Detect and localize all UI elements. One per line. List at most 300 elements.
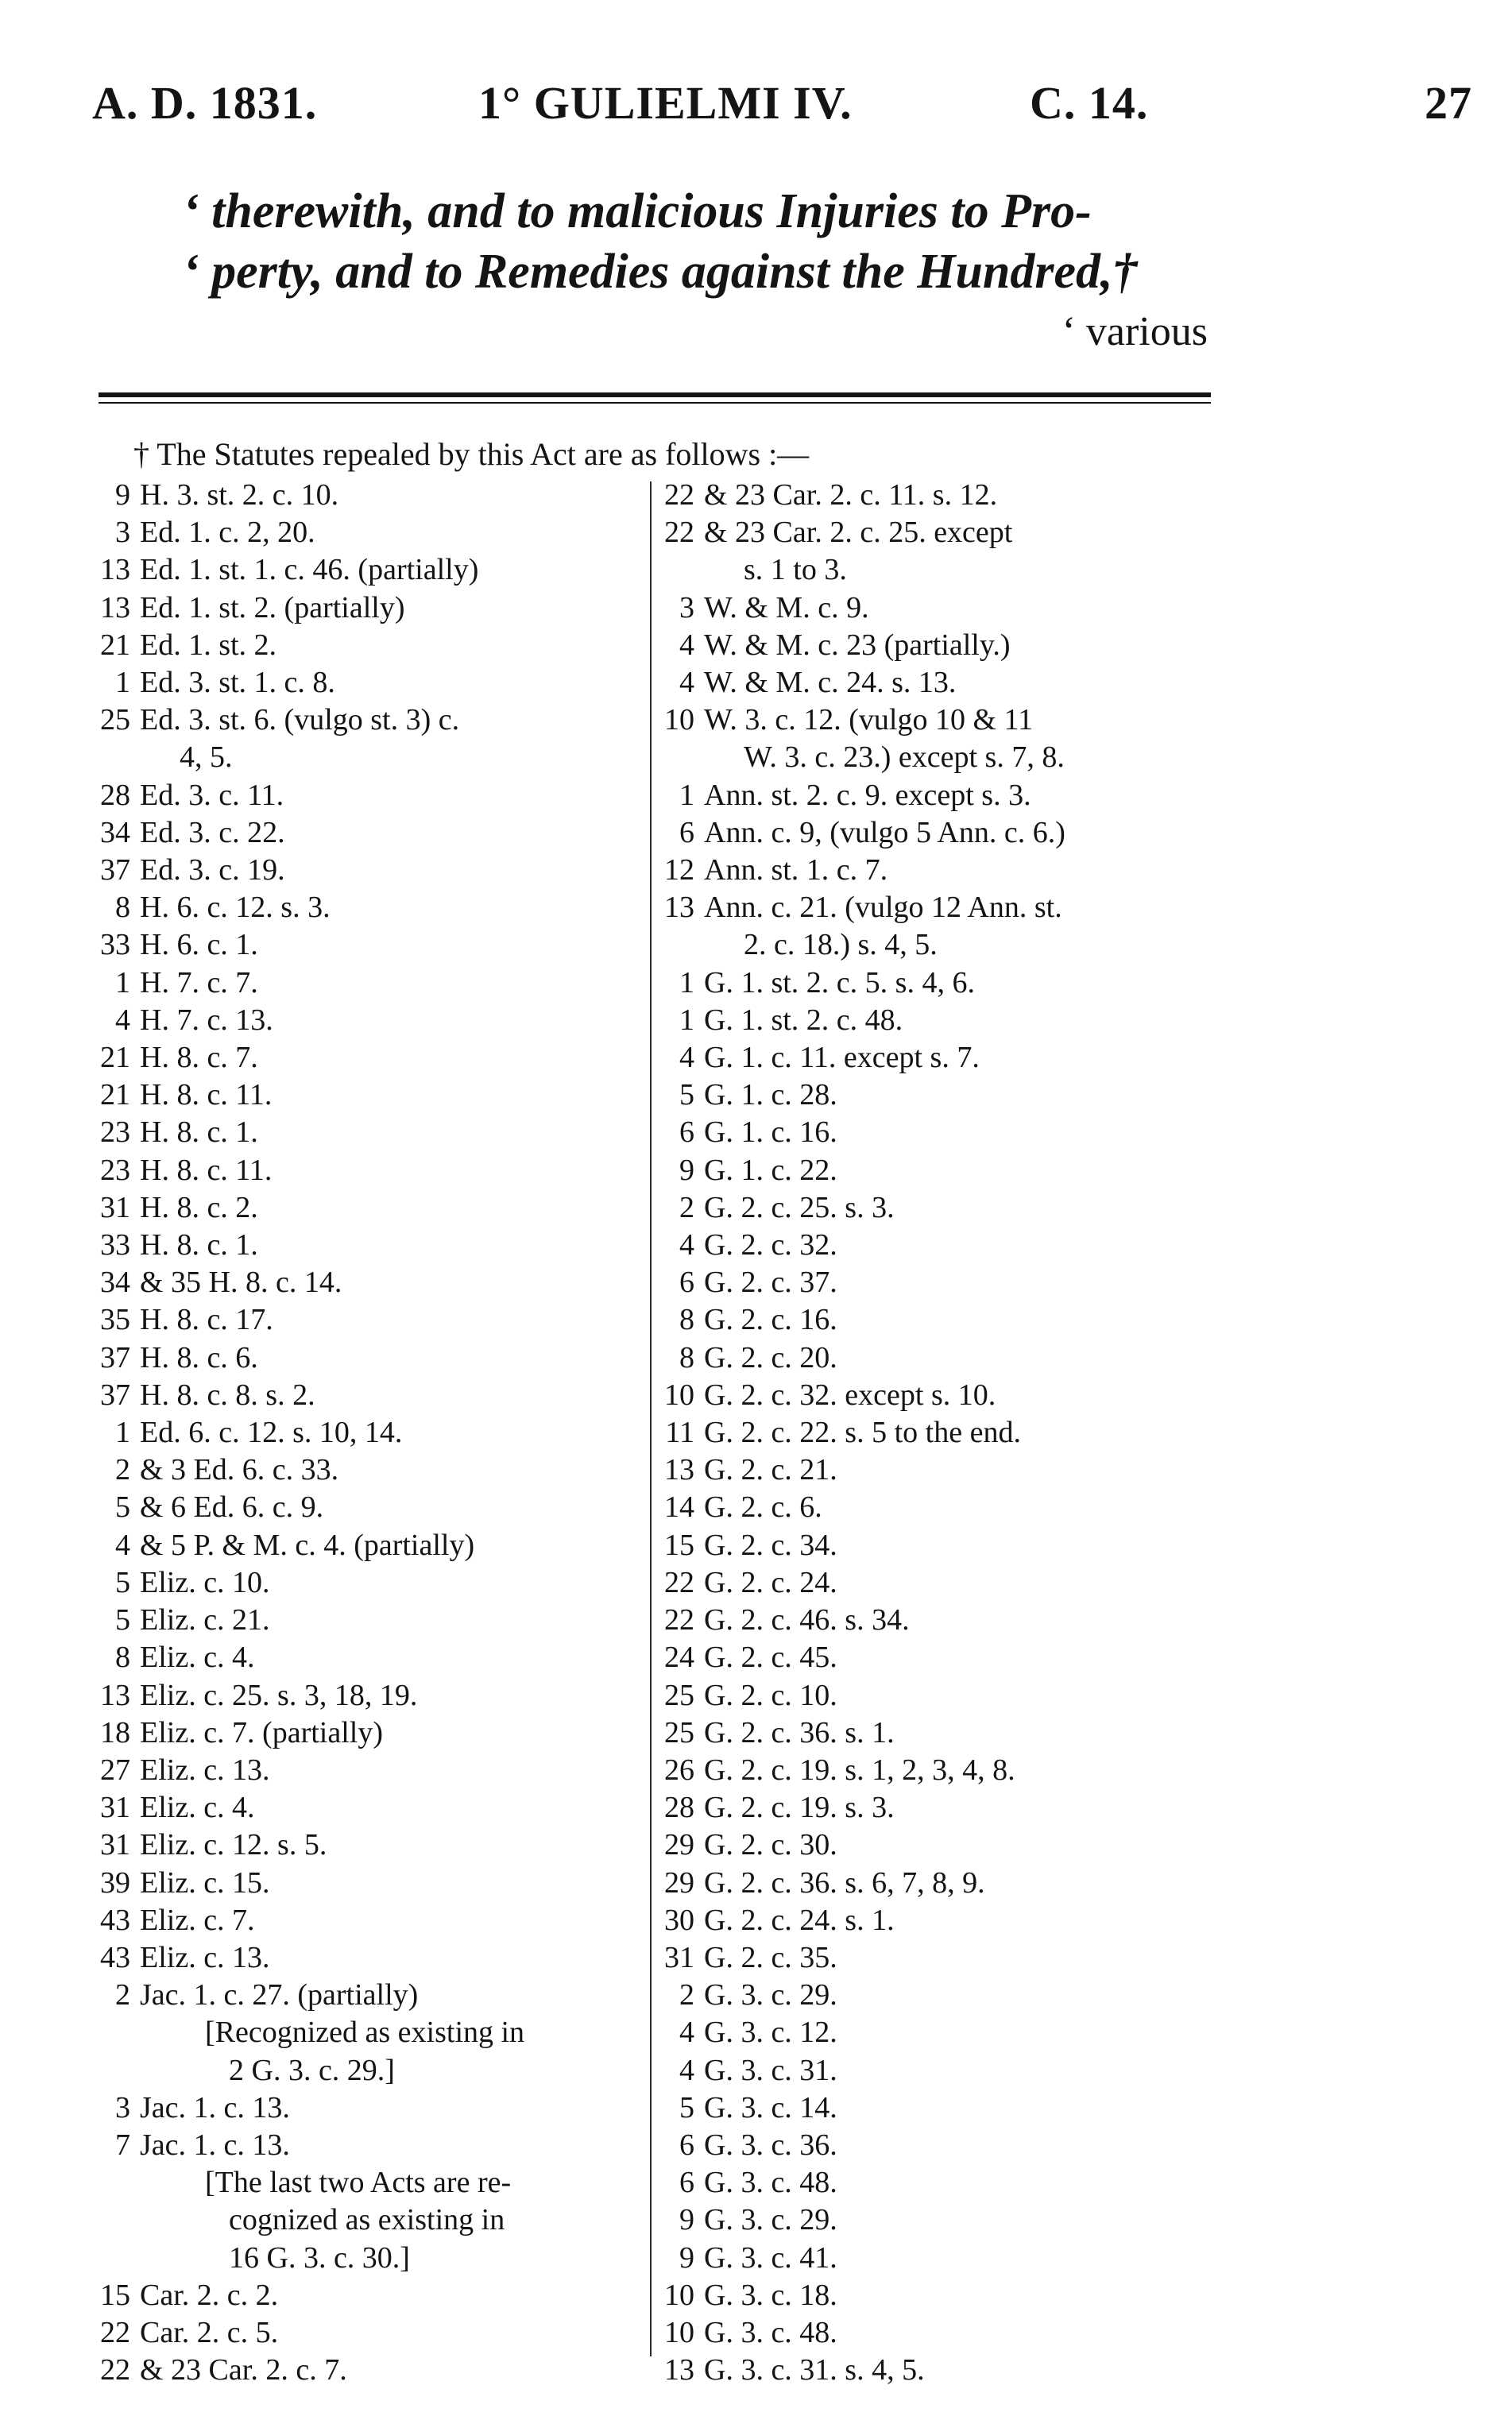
statute-entry bbox=[94, 590, 650, 627]
regnal-year: 10 bbox=[664, 2315, 694, 2349]
regnal-year: 21 bbox=[100, 1041, 130, 1075]
statute-citation: & 3 Ed. 6. c. 33. bbox=[140, 1453, 339, 1487]
statute-citation: G. 2. c. 16. bbox=[704, 1303, 837, 1337]
statute-entry bbox=[658, 2052, 1222, 2089]
statute-entry bbox=[658, 1114, 1222, 1151]
statute-citation-continued: 4, 5. bbox=[180, 740, 233, 775]
regnal-year: 2 bbox=[679, 1978, 694, 2012]
regnal-year: 5 bbox=[679, 2090, 694, 2124]
statute-entry bbox=[658, 1677, 1222, 1714]
statute-citation: G. 3. c. 41. bbox=[704, 2240, 837, 2275]
regnal-year: 23 bbox=[100, 1115, 130, 1150]
statute-entry bbox=[94, 1939, 650, 1977]
statute-citation: G. 1. c. 28. bbox=[704, 1078, 837, 1112]
statute-entry bbox=[658, 1340, 1222, 1377]
statute-citation: G. 1. c. 11. except s. 7. bbox=[704, 1041, 980, 1075]
regnal-year: 30 bbox=[664, 1903, 694, 1937]
running-header bbox=[92, 76, 1472, 140]
statute-entry bbox=[94, 2164, 650, 2239]
regnal-year: 10 bbox=[664, 2278, 694, 2312]
statute-citation: Eliz. c. 13. bbox=[140, 1940, 270, 1974]
statute-entry bbox=[658, 889, 1222, 964]
regnal-year: 29 bbox=[664, 1865, 694, 1900]
regnal-year: 12 bbox=[664, 853, 694, 887]
regnal-year: 26 bbox=[664, 1753, 694, 1787]
regnal-year: 13 bbox=[664, 2353, 694, 2387]
statute-entry bbox=[94, 477, 650, 514]
regnal-year: 13 bbox=[100, 553, 130, 587]
statute-citation: Eliz. c. 7. (partially) bbox=[140, 1715, 383, 1749]
statute-text-line: ‘ various bbox=[1061, 309, 1208, 354]
statute-entry bbox=[658, 664, 1222, 702]
statute-entry bbox=[658, 1827, 1222, 1864]
regnal-year: 2 bbox=[679, 1190, 694, 1224]
statute-citation: Eliz. c. 4. bbox=[140, 1641, 255, 1675]
statute-citation: Ann. c. 21. (vulgo 12 Ann. st. bbox=[704, 891, 1062, 925]
regnal-year: 22 bbox=[664, 516, 694, 550]
statute-entry bbox=[658, 1264, 1222, 1301]
statute-citation: G. 2. c. 36. s. 1. bbox=[704, 1715, 895, 1749]
statute-entry bbox=[658, 2240, 1222, 2277]
statute-citation: H. 8. c. 8. s. 2. bbox=[140, 1378, 315, 1412]
statute-citation: G. 2. c. 45. bbox=[704, 1641, 837, 1675]
statute-citation: H. 8. c. 6. bbox=[140, 1340, 258, 1374]
bracket-note: 2 G. 3. c. 29.] bbox=[229, 2053, 395, 2087]
regnal-year: 25 bbox=[664, 1715, 694, 1749]
regnal-year: 9 bbox=[679, 1153, 694, 1187]
statute-entry bbox=[658, 1939, 1222, 1977]
statute-entry bbox=[94, 1077, 650, 1114]
statute-entry bbox=[94, 777, 650, 814]
statute-entry bbox=[658, 1714, 1222, 1752]
statute-entry bbox=[94, 1114, 650, 1151]
regnal-year: 4 bbox=[679, 628, 694, 662]
statute-citation: H. 8. c. 7. bbox=[140, 1041, 258, 1075]
statute-entry bbox=[94, 1227, 650, 1264]
regnal-year: 7 bbox=[115, 2128, 130, 2162]
regnal-year: 24 bbox=[664, 1641, 694, 1675]
statute-entry bbox=[658, 1902, 1222, 1939]
statute-entry bbox=[94, 1752, 650, 1789]
statute-entry bbox=[94, 1039, 650, 1077]
statute-citation: Ed. 3. st. 1. c. 8. bbox=[140, 666, 335, 700]
statute-entry bbox=[658, 1002, 1222, 1039]
regnal-year: 37 bbox=[100, 1378, 130, 1412]
statute-entry bbox=[94, 852, 650, 889]
statute-text-line: ‘ perty, and to Remedies against the Hundred,† bbox=[183, 245, 1138, 299]
statute-citation: G. 2. c. 37. bbox=[704, 1266, 837, 1300]
regnal-year: 3 bbox=[115, 2090, 130, 2124]
statute-entry bbox=[94, 1377, 650, 1414]
statute-citation-continued: s. 1 to 3. bbox=[744, 553, 847, 587]
regnal-year: 6 bbox=[679, 1115, 694, 1150]
statute-citation: G. 2. c. 20. bbox=[704, 1340, 837, 1374]
statute-citation: Ed. 1. c. 2, 20. bbox=[140, 516, 315, 550]
regnal-year: 31 bbox=[100, 1791, 130, 1825]
header-year: A. D. 1831. bbox=[92, 77, 318, 129]
statute-citation: G. 3. c. 36. bbox=[704, 2128, 837, 2162]
statute-entry bbox=[94, 2277, 650, 2314]
statute-entry bbox=[94, 1452, 650, 1489]
statute-entry bbox=[94, 1489, 650, 1526]
statute-entry bbox=[658, 1489, 1222, 1526]
statute-entry bbox=[94, 702, 650, 776]
statute-entry bbox=[94, 1414, 650, 1452]
bracket-note: [The last two Acts are re- bbox=[205, 2166, 512, 2200]
statute-citation: Ed. 1. st. 1. c. 46. (partially) bbox=[140, 553, 479, 587]
regnal-year: 10 bbox=[664, 1378, 694, 1412]
statute-citation: Ed. 3. c. 11. bbox=[140, 778, 284, 812]
header-chapter: C. 14. bbox=[1030, 77, 1149, 129]
statute-entry bbox=[658, 1977, 1222, 2014]
regnal-year: 5 bbox=[115, 1565, 130, 1599]
regnal-year: 2 bbox=[115, 1978, 130, 2012]
statute-entry bbox=[94, 1152, 650, 1189]
statute-citation: & 6 Ed. 6. c. 9. bbox=[140, 1490, 324, 1525]
statute-citation: Jac. 1. c. 13. bbox=[140, 2090, 290, 2124]
statute-citation: G. 3. c. 14. bbox=[704, 2090, 837, 2124]
statute-entry bbox=[94, 1789, 650, 1827]
statute-entry bbox=[658, 2164, 1222, 2202]
statute-entry bbox=[94, 664, 650, 702]
statute-text-line: ‘ therewith, and to malicious Injuries to Pro- bbox=[183, 184, 1092, 238]
statute-entry bbox=[94, 889, 650, 926]
statute-citation: Eliz. c. 25. s. 3, 18, 19. bbox=[140, 1678, 418, 1712]
statute-entry bbox=[658, 1077, 1222, 1114]
statute-citation: G. 3. c. 31. bbox=[704, 2053, 837, 2087]
statute-entry bbox=[94, 1301, 650, 1339]
regnal-year: 27 bbox=[100, 1753, 130, 1787]
regnal-year: 6 bbox=[679, 2166, 694, 2200]
regnal-year: 25 bbox=[100, 703, 130, 737]
statute-entry bbox=[94, 926, 650, 964]
statute-citation: Ed. 1. st. 2. (partially) bbox=[140, 590, 405, 624]
statute-citation: & 5 P. & M. c. 4. (partially) bbox=[140, 1528, 475, 1562]
statute-entry bbox=[94, 1827, 650, 1864]
statute-citation: G. 2. c. 30. bbox=[704, 1828, 837, 1862]
statute-entry bbox=[658, 2089, 1222, 2127]
statute-entry bbox=[658, 1227, 1222, 1264]
statute-citation: G. 1. c. 22. bbox=[704, 1153, 837, 1187]
statute-citation: Ann. st. 1. c. 7. bbox=[704, 853, 888, 887]
statute-citation: G. 3. c. 48. bbox=[704, 2166, 837, 2200]
regnal-year: 4 bbox=[679, 1228, 694, 1262]
regnal-year: 22 bbox=[100, 2315, 130, 2349]
statute-entry bbox=[658, 1414, 1222, 1452]
regnal-year: 10 bbox=[664, 703, 694, 737]
regnal-year: 28 bbox=[100, 778, 130, 812]
statute-citation: G. 2. c. 24. s. 1. bbox=[704, 1903, 895, 1937]
statute-citation: G. 2. c. 35. bbox=[704, 1940, 837, 1974]
regnal-year: 1 bbox=[679, 1003, 694, 1037]
statute-entry bbox=[94, 627, 650, 664]
regnal-year: 33 bbox=[100, 928, 130, 962]
bracket-note: [Recognized as existing in bbox=[205, 2016, 525, 2050]
page-number: 27 bbox=[1425, 77, 1472, 129]
statute-entry bbox=[658, 1152, 1222, 1189]
regnal-year: 1 bbox=[115, 666, 130, 700]
regnal-year: 3 bbox=[679, 590, 694, 624]
regnal-year: 13 bbox=[664, 1453, 694, 1487]
regnal-year: 1 bbox=[115, 1416, 130, 1450]
statute-citation: G. 2. c. 32. bbox=[704, 1228, 837, 1262]
statute-citation: Car. 2. c. 2. bbox=[140, 2278, 279, 2312]
statute-entry bbox=[658, 1639, 1222, 1676]
regnal-year: 34 bbox=[100, 815, 130, 849]
regnal-year: 5 bbox=[679, 1078, 694, 1112]
statute-citation: G. 2. c. 19. s. 1, 2, 3, 4, 8. bbox=[704, 1753, 1015, 1787]
regnal-year: 22 bbox=[664, 1603, 694, 1637]
statute-entry bbox=[94, 814, 650, 852]
regnal-year: 1 bbox=[679, 778, 694, 812]
regnal-year: 3 bbox=[115, 516, 130, 550]
statute-entry bbox=[94, 2314, 650, 2352]
statute-citation: Ann. st. 2. c. 9. except s. 3. bbox=[704, 778, 1031, 812]
statute-entry bbox=[94, 1002, 650, 1039]
statute-citation: & 35 H. 8. c. 14. bbox=[140, 1266, 342, 1300]
statute-citation: G. 1. c. 16. bbox=[704, 1115, 837, 1150]
statute-citation: G. 2. c. 22. s. 5 to the end. bbox=[704, 1416, 1021, 1450]
statute-entry bbox=[658, 1527, 1222, 1564]
statute-entry bbox=[94, 1865, 650, 1902]
statute-entry bbox=[94, 1189, 650, 1227]
statute-entry bbox=[658, 1301, 1222, 1339]
regnal-year: 25 bbox=[664, 1678, 694, 1712]
regnal-year: 18 bbox=[100, 1715, 130, 1749]
statute-entry bbox=[94, 2352, 650, 2389]
statute-citation: G. 3. c. 18. bbox=[704, 2278, 837, 2312]
statute-citation: G. 3. c. 48. bbox=[704, 2315, 837, 2349]
regnal-year: 4 bbox=[679, 2016, 694, 2050]
regnal-year: 29 bbox=[664, 1828, 694, 1862]
statute-citation: Eliz. c. 15. bbox=[140, 1865, 270, 1900]
statute-citation: G. 2. c. 25. s. 3. bbox=[704, 1190, 895, 1224]
regnal-year: 31 bbox=[664, 1940, 694, 1974]
statute-citation: H. 8. c. 1. bbox=[140, 1228, 258, 1262]
statute-citation: Ed. 3. c. 22. bbox=[140, 815, 285, 849]
regnal-year: 5 bbox=[115, 1490, 130, 1525]
statute-entry bbox=[658, 1452, 1222, 1489]
statute-entry bbox=[658, 590, 1222, 627]
regnal-year: 4 bbox=[115, 1528, 130, 1562]
statute-citation: Eliz. c. 13. bbox=[140, 1753, 270, 1787]
statute-entry bbox=[94, 1902, 650, 1939]
statute-entry bbox=[658, 2014, 1222, 2051]
regnal-year: 8 bbox=[115, 891, 130, 925]
regnal-year: 34 bbox=[100, 1266, 130, 1300]
statute-entry bbox=[658, 2352, 1222, 2389]
regnal-year: 6 bbox=[679, 815, 694, 849]
statute-citation: G. 1. st. 2. c. 5. s. 4, 6. bbox=[704, 965, 975, 999]
statute-entry bbox=[94, 1714, 650, 1752]
regnal-year: 23 bbox=[100, 1153, 130, 1187]
regnal-year: 37 bbox=[100, 853, 130, 887]
statute-entry bbox=[658, 1039, 1222, 1077]
regnal-year: 35 bbox=[100, 1303, 130, 1337]
statute-citation: G. 2. c. 24. bbox=[704, 1565, 837, 1599]
statute-citation: G. 2. c. 10. bbox=[704, 1678, 837, 1712]
statute-citation: Ed. 6. c. 12. s. 10, 14. bbox=[140, 1416, 403, 1450]
regnal-year: 1 bbox=[115, 965, 130, 999]
statute-citation: H. 7. c. 13. bbox=[140, 1003, 273, 1037]
statute-entry bbox=[94, 2089, 650, 2127]
statute-citation: G. 3. c. 31. s. 4, 5. bbox=[704, 2353, 925, 2387]
bracket-note: cognized as existing in bbox=[229, 2203, 505, 2237]
regnal-year: 1 bbox=[679, 965, 694, 999]
statute-citation: G. 2. c. 19. s. 3. bbox=[704, 1791, 895, 1825]
regnal-year: 6 bbox=[679, 2128, 694, 2162]
statute-citation: & 23 Car. 2. c. 11. s. 12. bbox=[704, 478, 998, 512]
statute-citation: Ann. c. 9, (vulgo 5 Ann. c. 6.) bbox=[704, 815, 1065, 849]
statute-citation: Car. 2. c. 5. bbox=[140, 2315, 279, 2349]
statute-entry bbox=[658, 2277, 1222, 2314]
statute-entry bbox=[658, 852, 1222, 889]
regnal-year: 4 bbox=[679, 666, 694, 700]
statute-citation: H. 8. c. 11. bbox=[140, 1078, 273, 1112]
statute-entry bbox=[658, 1865, 1222, 1902]
regnal-year: 5 bbox=[115, 1603, 130, 1637]
statute-entry bbox=[658, 777, 1222, 814]
statute-entry bbox=[658, 1189, 1222, 1227]
regnal-year: 37 bbox=[100, 1340, 130, 1374]
regnal-year: 31 bbox=[100, 1190, 130, 1224]
regnal-year: 8 bbox=[679, 1340, 694, 1374]
statute-entry bbox=[94, 2014, 650, 2089]
statute-citation: H. 8. c. 1. bbox=[140, 1115, 258, 1150]
statute-citation: Ed. 1. st. 2. bbox=[140, 628, 277, 662]
statute-entry bbox=[658, 1752, 1222, 1789]
regnal-year: 8 bbox=[679, 1303, 694, 1337]
regnal-year: 21 bbox=[100, 628, 130, 662]
statute-entry bbox=[658, 627, 1222, 664]
statute-citation: G. 2. c. 32. except s. 10. bbox=[704, 1378, 996, 1412]
statute-entry bbox=[94, 1564, 650, 1602]
statute-entry bbox=[658, 1789, 1222, 1827]
statute-citation-continued: W. 3. c. 23.) except s. 7, 8. bbox=[744, 740, 1065, 775]
statute-citation: W. & M. c. 24. s. 13. bbox=[704, 666, 957, 700]
regnal-year: 22 bbox=[664, 1565, 694, 1599]
footnote-right-column bbox=[658, 477, 1222, 2389]
statute-citation: & 23 Car. 2. c. 25. except bbox=[704, 516, 1013, 550]
statute-citation: Eliz. c. 12. s. 5. bbox=[140, 1828, 327, 1862]
regnal-year: 22 bbox=[100, 2353, 130, 2387]
statute-citation: W. & M. c. 23 (partially.) bbox=[704, 628, 1011, 662]
statute-entry bbox=[94, 1602, 650, 1639]
regnal-year: 33 bbox=[100, 1228, 130, 1262]
regnal-year: 21 bbox=[100, 1078, 130, 1112]
statute-citation: H. 8. c. 11. bbox=[140, 1153, 273, 1187]
regnal-year: 28 bbox=[664, 1791, 694, 1825]
statute-citation: H. 6. c. 1. bbox=[140, 928, 258, 962]
statute-citation: Eliz. c. 21. bbox=[140, 1603, 270, 1637]
regnal-year: 9 bbox=[679, 2240, 694, 2275]
regnal-year: 13 bbox=[100, 590, 130, 624]
statute-citation: G. 2. c. 6. bbox=[704, 1490, 822, 1525]
statute-citation: H. 7. c. 7. bbox=[140, 965, 258, 999]
regnal-year: 39 bbox=[100, 1865, 130, 1900]
statute-entry bbox=[658, 814, 1222, 852]
statute-citation: W. 3. c. 12. (vulgo 10 & 11 bbox=[704, 703, 1034, 737]
regnal-year: 13 bbox=[664, 891, 694, 925]
regnal-year: 8 bbox=[115, 1641, 130, 1675]
column-divider bbox=[650, 481, 652, 2356]
statute-citation: Eliz. c. 7. bbox=[140, 1903, 255, 1937]
regnal-year: 4 bbox=[679, 2053, 694, 2087]
regnal-year: 15 bbox=[100, 2278, 130, 2312]
statute-citation: G. 3. c. 29. bbox=[704, 1978, 837, 2012]
footnote-left-column bbox=[94, 477, 650, 2389]
regnal-year: 22 bbox=[664, 478, 694, 512]
regnal-year: 4 bbox=[115, 1003, 130, 1037]
statute-entry bbox=[94, 1264, 650, 1301]
statute-entry bbox=[658, 2127, 1222, 2164]
regnal-year: 11 bbox=[665, 1416, 694, 1450]
statute-entry bbox=[94, 2127, 650, 2164]
regnal-year: 9 bbox=[115, 478, 130, 512]
statute-entry bbox=[94, 514, 650, 551]
statute-entry bbox=[658, 477, 1222, 514]
statute-entry bbox=[658, 2314, 1222, 2352]
statute-citation: H. 8. c. 17. bbox=[140, 1303, 273, 1337]
statute-entry bbox=[658, 702, 1222, 776]
statute-entry bbox=[658, 1377, 1222, 1414]
statute-citation: G. 1. st. 2. c. 48. bbox=[704, 1003, 903, 1037]
statute-citation-continued: 2. c. 18.) s. 4, 5. bbox=[744, 928, 938, 962]
statute-entry bbox=[658, 1564, 1222, 1602]
regnal-year: 6 bbox=[679, 1266, 694, 1300]
statute-entry bbox=[658, 2202, 1222, 2239]
statute-citation: G. 2. c. 34. bbox=[704, 1528, 837, 1562]
statute-entry bbox=[94, 1677, 650, 1714]
statute-citation: Ed. 3. c. 19. bbox=[140, 853, 285, 887]
statute-citation: Jac. 1. c. 27. (partially) bbox=[140, 1978, 419, 2012]
regnal-year: 2 bbox=[115, 1453, 130, 1487]
statute-citation: Ed. 3. st. 6. (vulgo st. 3) c. bbox=[140, 703, 460, 737]
statute-entry bbox=[94, 1639, 650, 1676]
statute-citation: H. 8. c. 2. bbox=[140, 1190, 258, 1224]
statute-entry bbox=[94, 2240, 650, 2277]
regnal-year: 14 bbox=[664, 1490, 694, 1525]
statute-entry bbox=[658, 514, 1222, 589]
header-reign: 1° GULIELMI IV. bbox=[478, 77, 853, 129]
statute-citation: G. 2. c. 21. bbox=[704, 1453, 837, 1487]
statute-citation: G. 2. c. 36. s. 6, 7, 8, 9. bbox=[704, 1865, 985, 1900]
statute-citation: G. 2. c. 46. s. 34. bbox=[704, 1603, 910, 1637]
statute-citation: G. 3. c. 29. bbox=[704, 2203, 837, 2237]
regnal-year: 9 bbox=[679, 2203, 694, 2237]
section-divider-thin bbox=[99, 402, 1211, 404]
regnal-year: 15 bbox=[664, 1528, 694, 1562]
statute-citation: G. 3. c. 12. bbox=[704, 2016, 837, 2050]
statute-text bbox=[183, 181, 1216, 362]
regnal-year: 43 bbox=[100, 1940, 130, 1974]
regnal-year: 31 bbox=[100, 1828, 130, 1862]
statute-entry bbox=[94, 1977, 650, 2014]
footnote-heading: † The Statutes repealed by this Act are as follows :— bbox=[133, 436, 810, 472]
statute-entry bbox=[94, 1527, 650, 1564]
section-divider bbox=[99, 392, 1211, 397]
statute-citation: H. 6. c. 12. s. 3. bbox=[140, 891, 331, 925]
statute-citation: Jac. 1. c. 13. bbox=[140, 2128, 290, 2162]
bracket-note: 16 G. 3. c. 30.] bbox=[229, 2240, 410, 2275]
statute-entry bbox=[658, 965, 1222, 1002]
statute-citation: Eliz. c. 4. bbox=[140, 1791, 255, 1825]
statute-entry bbox=[94, 1340, 650, 1377]
regnal-year: 43 bbox=[100, 1903, 130, 1937]
statute-citation: Eliz. c. 10. bbox=[140, 1565, 270, 1599]
statute-entry bbox=[94, 965, 650, 1002]
statute-entry bbox=[94, 551, 650, 589]
